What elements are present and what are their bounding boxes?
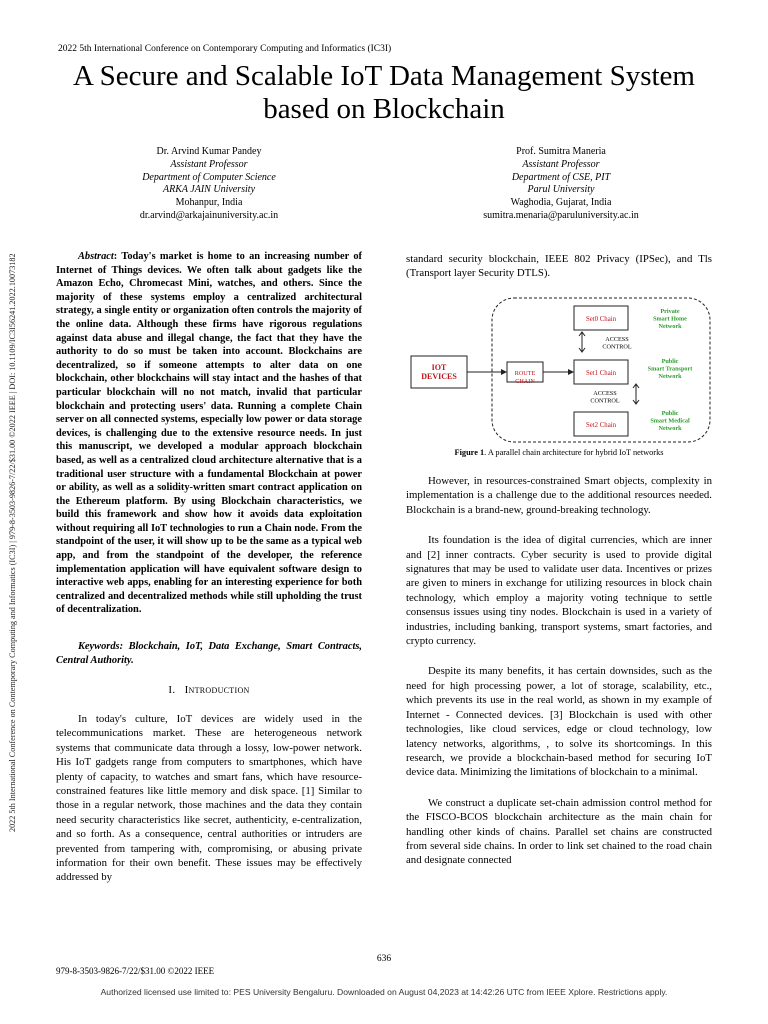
network-label-medical	[650, 410, 690, 432]
sidebar-doi-text: 2022 5th International Conference on Contemporary Computing and Informatics (IC3I) | 979-8-3503-9826-7/22/$31.00 ©2022 IEEE | DOI: 10.1109/IC3I56241.2022.10073182	[8, 253, 17, 832]
author-email: dr.arvind@arkajainuniversity.ac.in	[139, 209, 279, 221]
author-email: sumitra.menaria@paruluniversity.ac.in	[483, 209, 639, 221]
conference-header: 2022 5th International Conference on Contemporary Computing and Informatics (IC3I)	[58, 44, 392, 54]
body-paragraph: Its foundation is the idea of digital currencies, which are inner and [2] inner contracts. Cyber security is used to provide digital signatures that may be used to validate user data. Incentives or prizes are given to miners in exchange for utilizing resources in block chain technology, which employ a majority voting technique to settle consensus issues using tiny nodes. Blockchain is used in a variety of industries, including banking, transport systems, smart factories, and crypto currency.	[406, 534, 712, 648]
figure-caption	[406, 448, 712, 457]
author-name: Dr. Arvind Kumar Pandey	[156, 146, 262, 157]
figure-label-line: Smart Home	[653, 315, 687, 323]
page-number: 636	[376, 954, 392, 964]
abstract	[56, 250, 362, 617]
abstract-label: Abstract	[78, 251, 114, 262]
keywords-text: Blockchain, IoT, Data Exchange, Smart Contracts, Central Authority.	[56, 641, 362, 666]
figure-label-line: Public	[661, 358, 679, 365]
section-number: I.	[168, 684, 176, 696]
author-university: Parul University	[527, 184, 595, 196]
section-heading	[56, 684, 362, 696]
arrow-head	[568, 369, 574, 375]
figure-label-line: Public	[661, 410, 679, 417]
figure-label-line: Smart Transport	[647, 365, 693, 373]
body-paragraph: We construct a duplicate set-chain admission control method for the FISCO-BCOS blockchain architecture as the main chain for handling other kinds of chains. Parallel set chains are constructed from several side chains. In order to link set chained to the road chain and designate connected	[406, 796, 712, 867]
figure-label-line: Private	[660, 308, 680, 315]
license-notice: Authorized licensed use limited to: PES University Bengaluru. Downloaded on August 04,2023 at 14:42:26 UTC from IEEE Xplore. Restrictions apply.	[100, 987, 668, 997]
keywords	[56, 640, 362, 667]
abstract-text: : Today's market is home to an increasing number of Internet of Things devices. We often talk about gadgets like the Amazon Echo, Chromecast Mini, watches, and others. Since the majority of these systems employ a centralized architectural strategy, a single entity or organization often controls the majority of the online data. Although these firms have rigorous regulations against data abuse and illegal change, the fact that they have the authority to do so must be taken into account. Blockchains are decentralized, so if someone attempts to alter data on one blockchain, other blockchains will stay intact and the hashes of that particular blockchain will no not match, invalid that particular blockchain and protecting users' data. Running a complete Chain server on all connected systems, especially low power or data storage devices, is challenging due to the extensive resource needs. In just this manuscript, we developed a modular approach blockchain based, as well as a centralized cloud architecture alternative that is a traditional user structure with a fundamental Blockchain at power or ability, as well as a solidity-written smart contract application on the Ethereum platform. By using Blockchain characteristics, we build this framework and show how it avoids data exploitation without requiring all IoT technologies to run a Chain node. From the standpoint of the user, it will show up to be the same as a typical web app, and from the standpoint of the developer, the reference implementation application will have equivalent software design to interactive web apps, enabling for an interesting experience for both centralized and decentralized methods while still upholding the trust of decentralization.	[56, 251, 362, 616]
access-control-label-top	[602, 336, 631, 351]
figure-caption-text: . A parallel chain architecture for hybrid IoT networks	[484, 448, 664, 457]
arrow-head	[501, 369, 507, 375]
section-title: Introduction	[184, 684, 250, 696]
right-column-body	[406, 474, 712, 876]
right-column-top	[406, 252, 712, 289]
set0-chain-label: Set0 Chain	[585, 316, 617, 323]
figure-label-line: CONTROL	[590, 397, 620, 405]
figure-label-line: IOT	[431, 363, 447, 372]
author-2	[416, 146, 706, 223]
paper-title: A Secure and Scalable IoT Data Management System based on Blockchain	[73, 60, 695, 125]
figure-label-line: ACCESS	[593, 390, 617, 397]
author-location: Waghodia, Gujarat, India	[510, 197, 612, 209]
parallel-chain-figure	[406, 296, 716, 446]
author-1	[64, 146, 354, 223]
figure-label-line: ACCESS	[605, 336, 629, 343]
double-arrow-icon	[633, 384, 639, 404]
body-paragraph: In today's culture, IoT devices are widely used in the telecommunications market. These are heterogeneous network systems that communicate data through a lossy, low-power network. His IoT gadgets range from computers to smartphones, which have plenty of capacity, to watches and smart fans, which have resource-constrained features like little memory and disk space. [1] Similar to those in a regular network, those machines and the data they contain need security characteristics like secret, authenticity, e-centralization, and so forth. As a consequence, central authorities or intruders are prevented from tampering with, compromising, or abusing private information for their own benefit. These issues may be effectively addressed by	[56, 713, 362, 884]
figure-label-line: ROUTE	[514, 370, 536, 377]
author-role: Assistant Professor	[170, 158, 248, 170]
footer-isbn: 979-8-3503-9826-7/22/$31.00 ©2022 IEEE	[56, 966, 215, 976]
author-role: Assistant Professor	[522, 158, 600, 170]
route-chain-label	[515, 370, 536, 385]
body-paragraph: However, in resources-constrained Smart objects, complexity in implementation is a challenge due to the additional resources needed. Blockchain is a brand-new, ground-breaking technology.	[406, 475, 712, 516]
double-arrow-icon	[579, 332, 585, 352]
author-dept: Department of CSE, PIT	[511, 171, 611, 183]
network-label-private	[653, 308, 687, 330]
body-paragraph: Despite its many benefits, it has certain downsides, such as the need for high processing power, a lot of storage, scalability, etc., which prevents its use in the real world, as shown in my example of Internet - Connected devices. [3] Blockchain is used with other technologies, like cloud services, edge or cloud technology, low latency networks, algorithms, , to solve its shortcomings. In this research, we provide a blockchain-based method for securing IoT device data. Minimizing the limitations of blockchain to a minimal.	[406, 665, 712, 779]
set2-chain-label: Set2 Chain	[585, 422, 617, 429]
figure-label-line: DEVICES	[421, 372, 457, 381]
figure-label-line: Smart Medical	[650, 417, 690, 425]
author-university: ARKA JAIN University	[162, 184, 256, 196]
author-dept: Department of Computer Science	[142, 171, 276, 183]
keywords-label: Keywords:	[78, 641, 124, 652]
figure-label-line: CHAIN	[515, 378, 535, 385]
body-paragraph: standard security blockchain, IEEE 802 Privacy (IPSec), and Tls (Transport layer Security DTLS).	[406, 253, 712, 280]
author-location: Mohanpur, India	[175, 197, 243, 209]
figure-label-line: Network	[658, 373, 682, 380]
left-column-body	[56, 712, 362, 893]
network-label-transport	[648, 358, 694, 380]
figure-caption-label: Figure 1	[454, 448, 485, 457]
figure-label-line: CONTROL	[602, 343, 632, 351]
author-name: Prof. Sumitra Maneria	[516, 146, 606, 157]
set1-chain-label: Set1 Chain	[585, 370, 617, 377]
figure-label-line: Network	[658, 323, 682, 330]
figure-label-line: Network	[658, 425, 682, 432]
access-control-label-bottom	[590, 390, 619, 405]
